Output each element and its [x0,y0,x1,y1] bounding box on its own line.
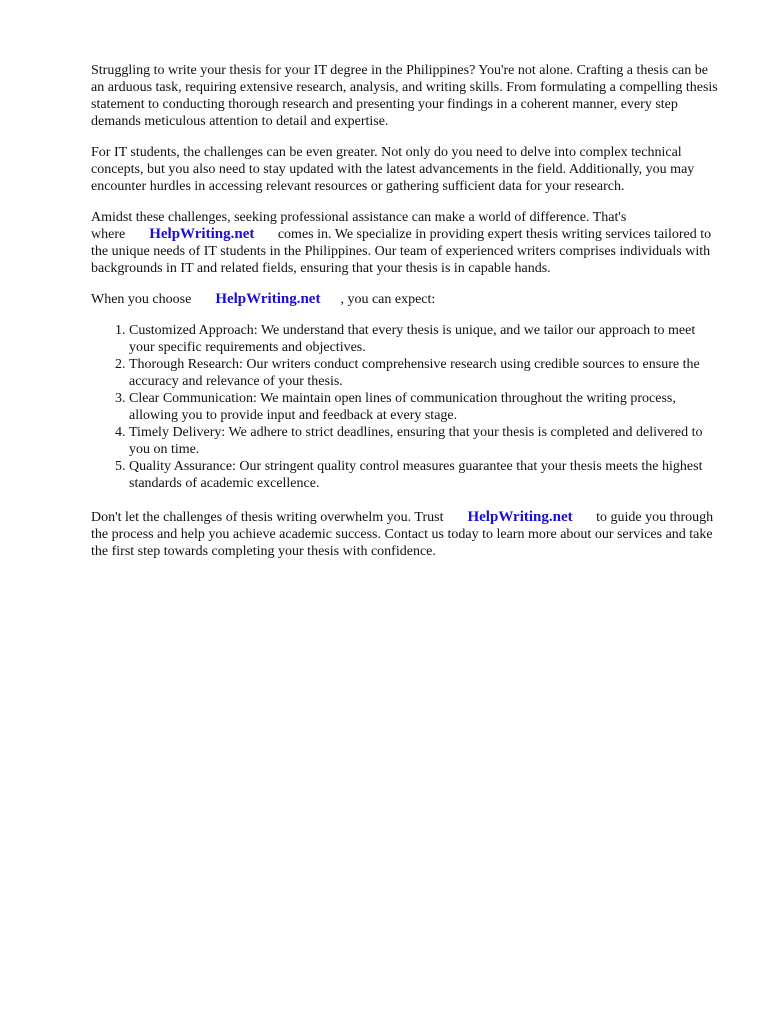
paragraph-conclusion-text-before: Don't let the challenges of thesis writing overwhelm you. Trust [91,510,444,525]
paragraph-assistance-text-after: comes in. We specialize in providing expert thesis writing services tailored to the unique needs of IT students in the Philippines. Our team of experienced writers comprises individuals with backgrounds in IT and related fields, ensuring that your thesis is in capable hands. [91,227,712,276]
helpwriting-link-3[interactable]: HelpWriting.net [467,509,573,525]
paragraph-intro: Struggling to write your thesis for your IT degree in the Philippines? You're not alone. Crafting a thesis can be an arduous task, requiring extensive research, analysis, and writing skills. From formulating a compelling thesis statement to conducting thorough research and presenting your findings in a coherent manner, every step demands meticulous attention to detail and expertise. [91,63,718,129]
list-item: 1. Customized Approach: We understand that every thesis is unique, and we tailor our approach to meet your specific requirements and objectives. [129,322,721,356]
list-item: 3. Clear Communication: We maintain open lines of communication throughout the writing process, allowing you to provide input and feedback at every stage. [129,390,721,424]
paragraph-assistance-text-before: Amidst these challenges, seeking professional assistance can make a world of difference. That's where [91,210,627,242]
document-page [91,62,721,574]
paragraph-expect-text-after: , you can expect: [340,292,436,307]
helpwriting-link-2[interactable]: HelpWriting.net [215,291,321,307]
list-item: 4. Timely Delivery: We adhere to strict deadlines, ensuring that your thesis is completed and delivered to you on time. [129,424,721,458]
paragraph-expect [91,291,721,308]
list-item: 5. Quality Assurance: Our stringent quality control measures guarantee that your thesis meets the highest standards of academic excellence. [129,458,721,492]
paragraph-assistance [91,209,721,277]
benefits-list [91,322,721,492]
list-item: 2. Thorough Research: Our writers conduct comprehensive research using credible sources to ensure the accuracy and relevance of your thesis. [129,356,721,390]
paragraph-conclusion-text-after: to guide you through the process and help you achieve academic success. Contact us today to learn more about our services and take the first step towards completing your thesis with confidence. [91,510,714,559]
paragraph-conclusion [91,509,721,560]
helpwriting-link-1[interactable]: HelpWriting.net [149,226,255,242]
paragraph-expect-text-before: When you choose [91,292,192,307]
paragraph-challenges: For IT students, the challenges can be even greater. Not only do you need to delve into complex technical concepts, but you also need to stay updated with the latest advancements in the field. Additionally, you may encounter hurdles in accessing relevant resources or gathering sufficient data for your research. [91,145,695,194]
